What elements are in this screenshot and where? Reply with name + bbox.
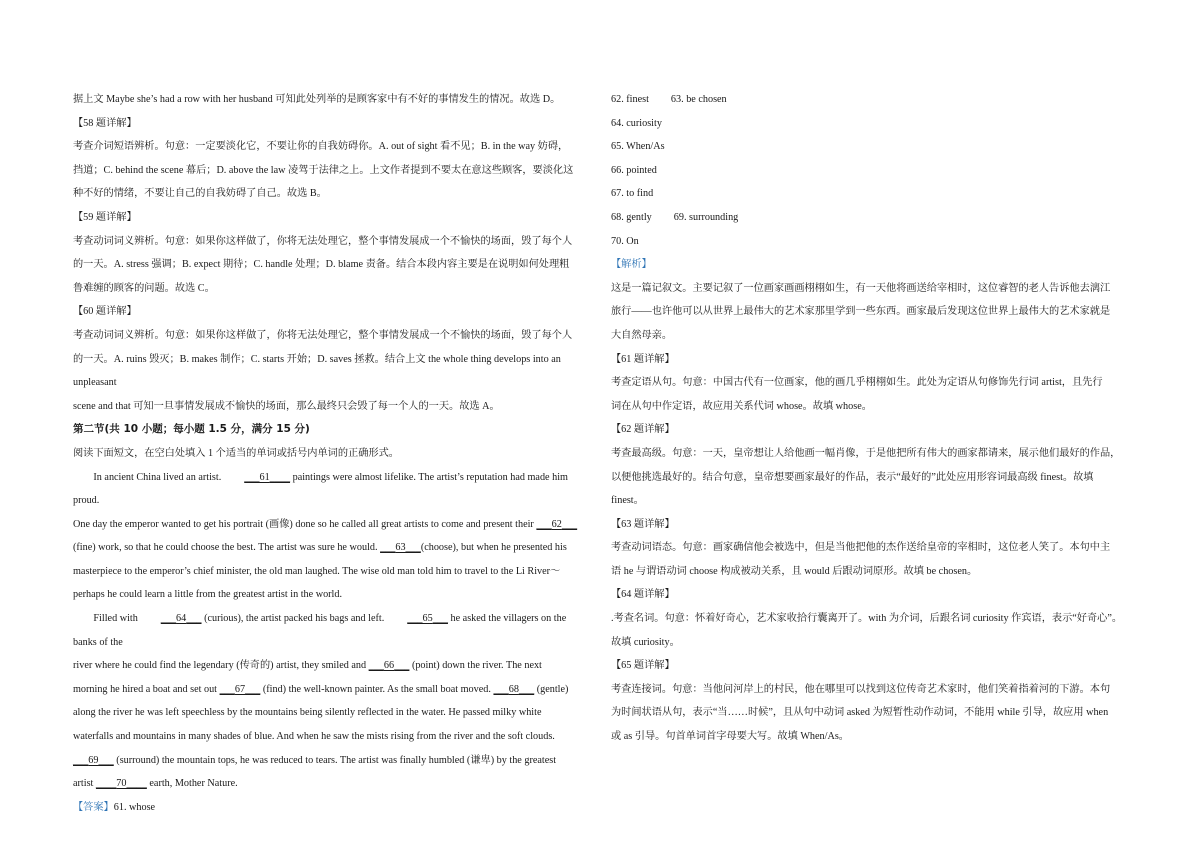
- right-column: [611, 88, 1129, 749]
- answer-line: 70. On: [611, 235, 639, 247]
- explanation-line: 的一天。A. ruins 毁灭；B. makes 制作；C. starts 开始；D. saves 拯救。结合上文 the whole thing develops into an unpleasant: [73, 353, 561, 389]
- explanation-line: 考查介词短语辨析。句意：一定要淡化它，不要让你的自我妨碍你。A. out of sight 看不见；B. in the way 妨碍，: [73, 141, 569, 153]
- explanation-line: 考查动词语态。句意：画家确信他会被选中，但是当他把他的杰作送给皇帝的宰相时，这位老人笑了。本句中主: [611, 542, 1111, 554]
- question-heading-63: 【63 题详解】: [611, 518, 675, 530]
- summary-line: 大自然母亲。: [611, 329, 673, 341]
- passage-line: artist ____70____ earth, Mother Nature.: [73, 772, 591, 796]
- explanation-line: 考查动词词义辨析。句意：如果你这样做了，你将无法处理它，整个事情发展成一个不愉快的场面，毁了每个人: [73, 235, 573, 247]
- answer-tag: 【答案】: [73, 801, 114, 813]
- answer-line: 【答案】61. whose: [73, 801, 156, 813]
- passage-line: along the river he was left speechless by the mountains being silently reflected in the water. He passed milky white: [73, 707, 542, 719]
- blank-63: ___63___: [380, 542, 421, 554]
- question-heading-59: 【59 题详解】: [73, 211, 137, 223]
- explanation-line: scene and that 可知一旦事情发展成不愉快的场面，那么最终只会毁了每一个人的一天。故选 A。: [73, 400, 500, 412]
- passage-line: waterfalls and mountains in many shades of blue. And when he saw the mists rising from the river and the soft clouds.: [73, 731, 555, 743]
- answer-line: 64. curiosity: [611, 117, 662, 129]
- passage-line: morning he hired a boat and set out ___67___ (find) the well-known painter. As the small boat moved. ___68___ (gentle): [73, 678, 591, 702]
- blank-69: ___69___: [73, 754, 114, 766]
- passage-line: In ancient China lived an artist. ___61____ paintings were almost lifelike. The artist’s reputation had made him proud.: [73, 466, 591, 513]
- answer-line: 66. pointed: [611, 164, 657, 176]
- explanation-line: 故填 curiosity。: [611, 636, 680, 648]
- paragraph: 据上文 Maybe she’s had a row with her husband 可知此处列举的是顾客家中有不好的事情发生的情况。故选 D。: [73, 94, 561, 105]
- explanation-line: 语 he 与谓语动词 choose 构成被动关系，且 would 后跟动词原形。故填 be chosen。: [611, 565, 978, 577]
- blank-68: ___68___: [493, 683, 535, 695]
- explanation-line: 词在从句中作定语，故应用关系代词 whose。故填 whose。: [611, 400, 872, 412]
- blank-64: ___64___: [160, 613, 202, 625]
- explanation-line: 种不好的情绪，不要让自己的自我妨碍了自己。故选 B。: [73, 188, 327, 200]
- answer-line: 67. to find: [611, 188, 654, 200]
- explanation-line: 考查定语从句。句意：中国古代有一位画家，他的画几乎栩栩如生。此处为定语从句修饰先行词 artist，且先行: [611, 377, 1103, 389]
- explanation-line: 考查动词词义辨析。句意：如果你这样做了，你将无法处理它，整个事情发展成一个不愉快的场面，毁了每个人: [73, 329, 573, 341]
- blank-61: ___61____: [244, 471, 291, 483]
- summary-line: 这是一篇记叙文。主要记叙了一位画家画画栩栩如生，有一天他将画送给宰相时，这位睿智的老人告诉他去漓江: [611, 282, 1111, 294]
- analysis-tag: 【解析】: [611, 259, 652, 271]
- question-heading-65: 【65 题详解】: [611, 660, 675, 672]
- blank-62: ___62___: [536, 518, 578, 530]
- question-heading-62: 【62 题详解】: [611, 424, 675, 436]
- section-heading: 第二节(共 10 小题；每小题 1.5 分，满分 15 分): [73, 423, 310, 436]
- blank-65: ___65___: [407, 613, 448, 625]
- blank-66: ___66___: [368, 660, 410, 672]
- blank-67: ___67___: [219, 683, 261, 695]
- passage-line: Filled with ___64___ (curious), the artist packed his bags and left. ___65___ he asked the villagers on the banks of the: [73, 607, 591, 654]
- question-heading-64: 【64 题详解】: [611, 589, 675, 601]
- explanation-line: .考查名词。句意：怀着好奇心，艺术家收拾行囊离开了。with 为介词，后跟名词 curiosity 作宾语，表示“好奇心”。: [611, 613, 1123, 625]
- passage-line: One day the emperor wanted to get his portrait (画像) done so he called all great artists to come and present their ___62___: [73, 513, 591, 537]
- passage-line: masterpiece to the emperor’s chief minister, the old man laughed. The wise old man told him to travel to the Li River～: [73, 565, 561, 577]
- question-heading-61: 【61 题详解】: [611, 353, 675, 365]
- passage-line: ___69___ (surround) the mountain tops, he was reduced to tears. The artist was finally humbled (谦卑) by the greatest: [73, 749, 591, 773]
- explanation-line: 的一天。A. stress 强调；B. expect 期待；C. handle 处理；D. blame 责备。结合本段内容主要是在说明如何处理粗: [73, 259, 570, 271]
- left-column: [73, 88, 591, 819]
- blank-70: ____70____: [95, 778, 147, 790]
- summary-line: 旅行——也许他可以从世界上最伟大的艺术家那里学到一些东西。画家最后发现这位世界上最伟大的艺术家就是: [611, 306, 1111, 318]
- answer-line: 62. finest 63. be chosen: [611, 94, 727, 105]
- explanation-line: 鲁难缠的顾客的问题。故选 C。: [73, 282, 215, 294]
- explanation-line: 以便他挑选最好的。结合句意，皇帝想要画家最好的作品，表示“最好的”此处应用形容词最高级 finest。故填: [611, 471, 1094, 483]
- answer-line: 68. gently 69. surrounding: [611, 211, 739, 223]
- question-heading-60: 【60 题详解】: [73, 306, 137, 318]
- question-heading-58: 【58 题详解】: [73, 117, 137, 129]
- explanation-line: 挡道；C. behind the scene 幕后；D. above the law 凌驾于法律之上。上文作者提到不要太在意这些顾客，要淡化这: [73, 164, 574, 176]
- instructions: 阅读下面短文，在空白处填入 1 个适当的单词或括号内单词的正确形式。: [73, 447, 399, 459]
- explanation-line: finest。: [611, 495, 644, 507]
- passage-line: river where he could find the legendary (传奇的) artist, they smiled and ___66___ (point) down the river. The next: [73, 654, 591, 678]
- passage-line: (fine) work, so that he could choose the best. The artist was sure he would. ___63___(choose), but when he presented his: [73, 536, 591, 560]
- passage-line: perhaps he could learn a little from the greatest artist in the world.: [73, 589, 343, 601]
- explanation-line: 为时间状语从句，表示“当……时候”，且从句中动词 asked 为短暂性动作动词，不能用 while 引导，故应用 when: [611, 707, 1109, 719]
- answer-line: 65. When/As: [611, 141, 665, 153]
- explanation-line: 考查连接词。句意：当他问河岸上的村民，他在哪里可以找到这位传奇艺术家时，他们笑着指着河的下游。本句: [611, 683, 1111, 695]
- explanation-line: 或 as 引导。句首单词首字母要大写。故填 When/As。: [611, 731, 849, 743]
- explanation-line: 考查最高级。句意：一天，皇帝想让人给他画一幅肖像，于是他把所有伟大的画家都请来，展示他们最好的作品，: [611, 447, 1121, 459]
